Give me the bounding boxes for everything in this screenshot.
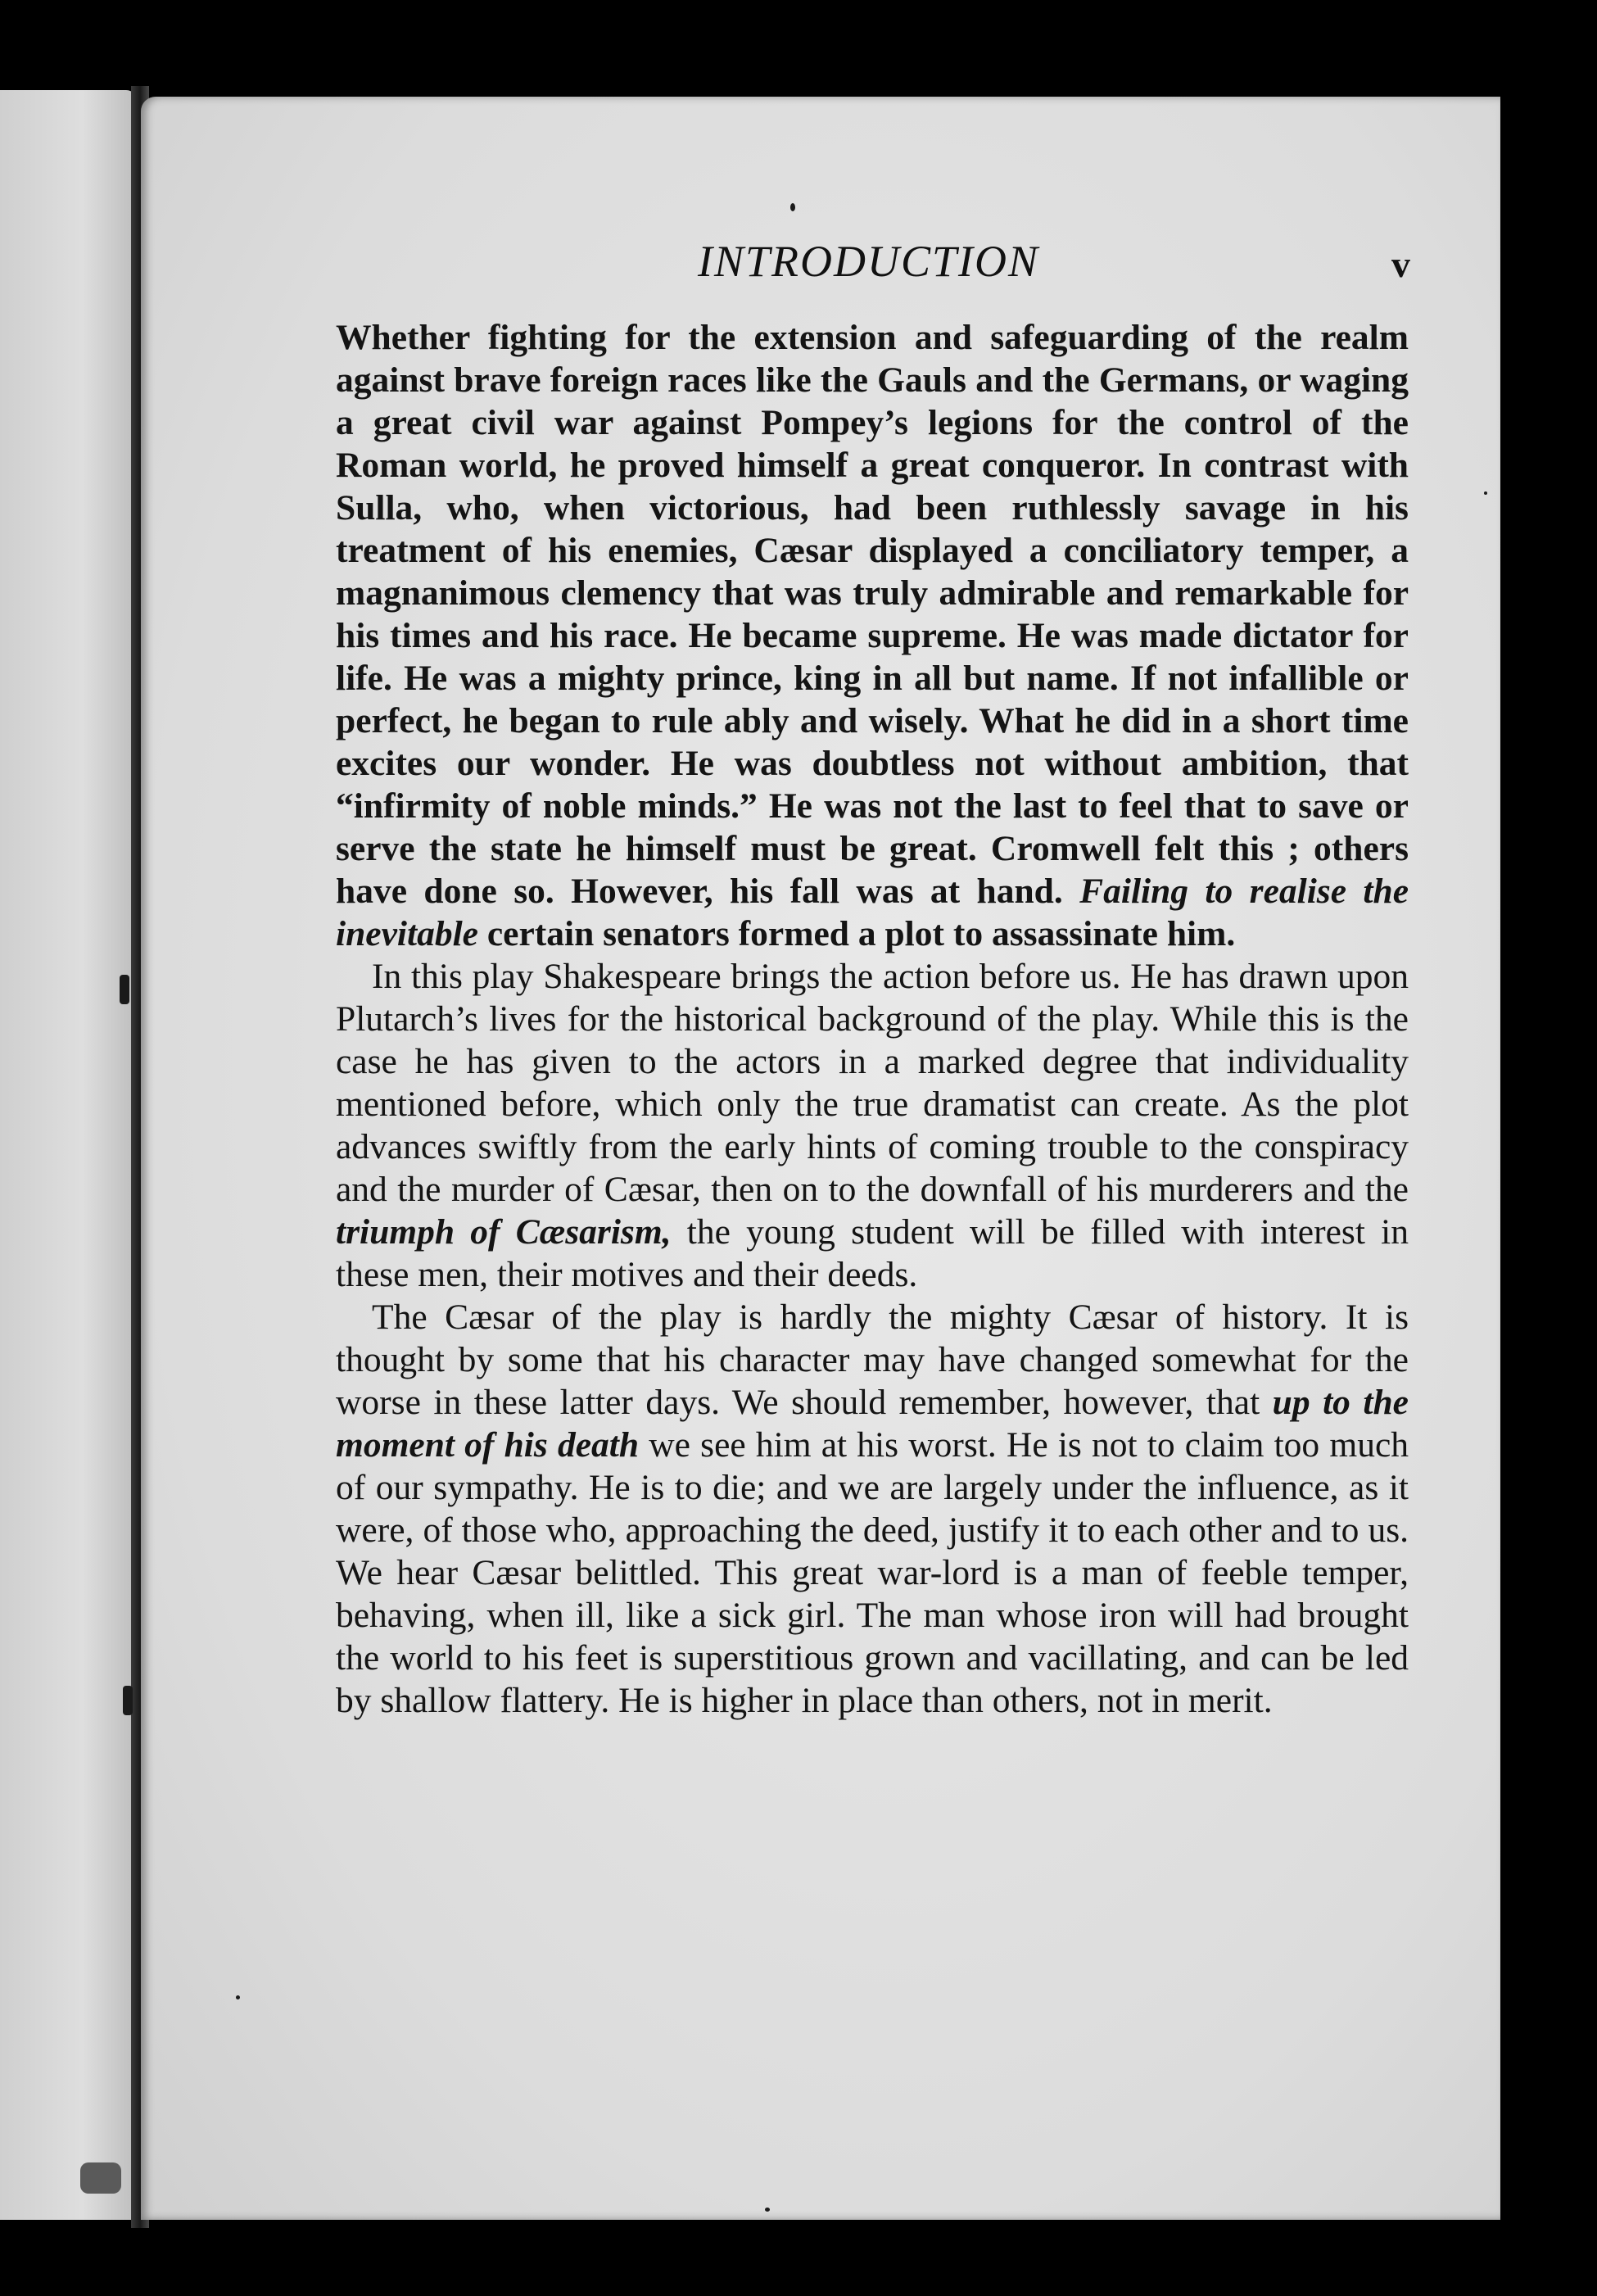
paragraph-1 bbox=[336, 316, 1409, 955]
running-title: INTRODUCTION bbox=[698, 237, 1040, 286]
paragraph-3 bbox=[336, 1296, 1409, 1722]
margin-mark bbox=[80, 2162, 121, 2194]
paragraph-2 bbox=[336, 955, 1409, 1296]
print-speck bbox=[765, 2208, 770, 2212]
print-speck bbox=[1484, 491, 1487, 495]
paragraph-3-text-end: we see him at his worst. He is not to claim too much of our sympathy. He is to die; and we are largely under the influence, as it were, of those who, approaching the deed, justify it to each other and to us. We hear Cæsar belittled. This great war-lord is a man of feeble temper, behaving, when ill, like a sick girl. The man whose iron will had brought the world to his feet is superstitious grown and vacillating, and can be led by shallow flattery. He is higher in place than others, not in merit. bbox=[336, 1425, 1409, 1720]
facing-page-edge bbox=[0, 90, 138, 2220]
margin-mark bbox=[120, 975, 129, 1004]
print-speck bbox=[236, 1995, 240, 1999]
margin-mark bbox=[123, 1686, 133, 1715]
paragraph-3-italic: up to the moment of his death bbox=[336, 1383, 1409, 1465]
paragraph-1-text-end: certain senators formed a plot to assassinate him. bbox=[477, 914, 1236, 953]
print-speck bbox=[790, 203, 795, 211]
book-page bbox=[141, 97, 1500, 2220]
page-header bbox=[141, 228, 1500, 301]
page-number: v bbox=[1391, 243, 1410, 285]
paragraph-1-text: Whether fighting for the extension and safeguarding of the realm against brave foreign races like the Gauls and the Germans, or waging a great civil war against Pompey’s legions for the control of the Roman world, he proved himself a great conqueror. In contrast with Sulla, who, when victorious, had been ruthlessly savage in his treatment of his enemies, Cæsar displayed a conciliatory temper, a magnanimous clemency that was truly admirable and remarkable for his times and his race. He became supreme. He was made dictator for life. He was a mighty prince, king in all but name. If not infallible or perfect, he began to rule ably and wisely. What he did in a short time excites our wonder. He was doubtless not without ambition, that “infirmity of noble minds.” He was not the last to feel that to save or serve the state he himself must be great. Cromwell felt this ; others have done so. However, his fall was at hand. bbox=[336, 318, 1409, 911]
paragraph-1-italic: Failing to realise the inevitable bbox=[336, 872, 1409, 953]
paragraph-2-text: In this play Shakespeare brings the action before us. He has drawn upon Plutarch’s lives for the historical background of the play. While this is the case he has given to the actors in a marked degree that individuality mentioned before, which only the true dramatist can create. As the plot advances swiftly from the early hints of coming trouble to the conspiracy and the murder of Cæsar, then on to the downfall of his murderers and the bbox=[336, 957, 1409, 1209]
paragraph-3-text: The Cæsar of the play is hardly the mighty Cæsar of history. It is thought by some that his character may have changed somewhat for the worse in these latter days. We should remember, however, that bbox=[336, 1297, 1409, 1422]
body-text bbox=[336, 316, 1409, 1722]
paragraph-2-italic: triumph of Cæsarism, bbox=[336, 1212, 672, 1252]
paragraph-2-text-end: the young student will be filled with interest in these men, their motives and their deeds. bbox=[336, 1212, 1409, 1294]
